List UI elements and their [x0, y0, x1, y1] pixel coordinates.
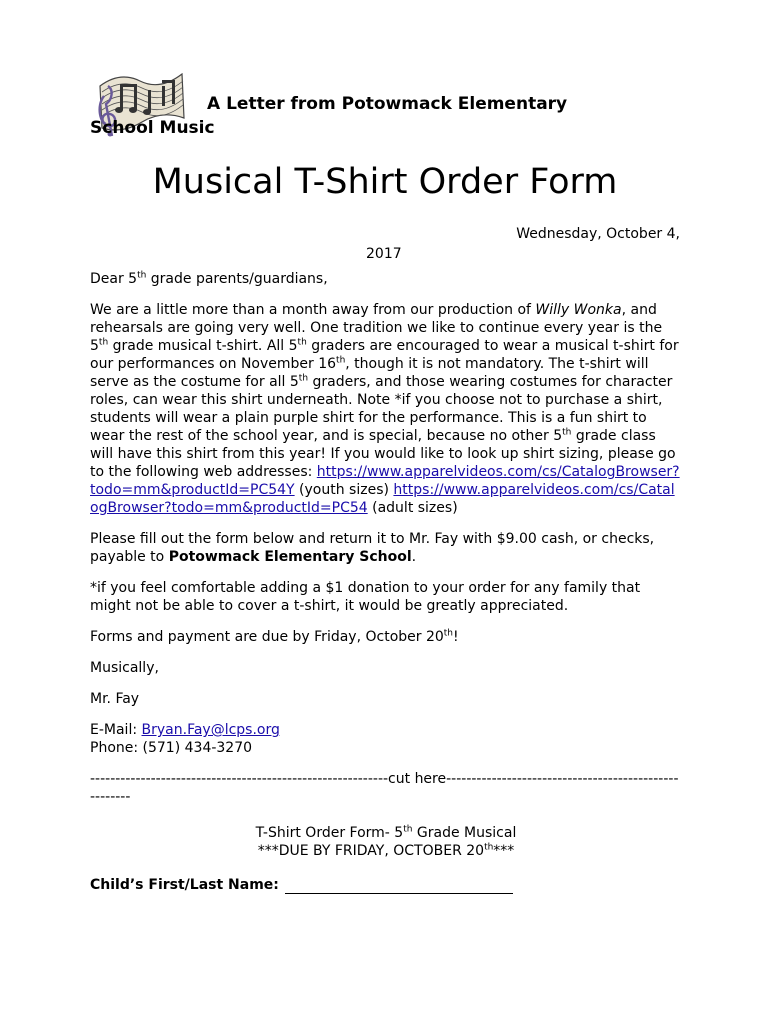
signature: Mr. Fay	[90, 691, 140, 707]
letter-body	[90, 270, 682, 894]
letter-date	[90, 224, 680, 264]
show-title: Willy Wonka	[535, 302, 622, 318]
date-line-2: 2017	[366, 246, 402, 262]
youth-sizes-link[interactable]: https://www.apparelvideos.com/cs/CatalogBrowser?todo=mm&productId=PC54Y	[90, 464, 680, 498]
due-paragraph: Forms and payment are due by Friday, October 20th!	[90, 628, 459, 645]
closing: Musically,	[90, 660, 159, 676]
letter-header	[90, 92, 690, 140]
header-line-2: School Music	[90, 118, 215, 138]
child-name-field	[90, 876, 682, 894]
payee-name: Potowmack Elementary School	[168, 549, 412, 565]
greeting: Dear 5th grade parents/guardians,	[90, 270, 328, 287]
main-paragraph: We are a little more than a month away from our production of Willy Wonka, and rehearsals are going very well. One tradition we like to continue every year is the 5th grade musical t-shirt. All 5th graders are encouraged to wear a musical t-shirt for our performances on November 16th, though it is not mandatory. The t-shirt will serve as the costume for all 5th graders, and those wearing costumes for character roles, can wear this shirt underneath. Note *if you choose not to purchase a shirt, students will wear a plain purple shirt for the performance. This is a fun shirt to wear the rest of the school year, and is special, because no other 5th grade class will have this shirt from this year! If you would like to look up shirt sizing, please go to the following web addresses: https://www.apparelvideos.com/cs/CatalogBrowser?todo=mm&productId=PC54Y (youth sizes) https://www.apparelvideos.com/cs/CatalogBrowser?todo=mm&productId=PC54 (adult sizes)	[90, 302, 680, 516]
email-link[interactable]: Bryan.Fay@lcps.org	[141, 722, 280, 738]
donation-paragraph: *if you feel comfortable adding a $1 donation to your order for any family that might not be able to cover a t-shirt, it would be greatly appreciated.	[90, 580, 641, 614]
payment-paragraph: Please fill out the form below and return it to Mr. Fay with $9.00 cash, or checks, payable to Potowmack Elementary School.	[90, 531, 655, 565]
child-name-blank[interactable]	[285, 879, 513, 894]
phone-number: Phone: (571) 434-3270	[90, 740, 253, 756]
contact-info: E-Mail: Bryan.Fay@lcps.org Phone: (571) 434-3270	[90, 722, 280, 756]
header-line-1: A Letter from Potowmack Elementary	[207, 94, 568, 114]
order-form-title: T-Shirt Order Form- 5th Grade Musical	[255, 824, 517, 841]
child-name-label: Child’s First/Last Name:	[90, 877, 279, 893]
order-form-due: ***DUE BY FRIDAY, OCTOBER 20th***	[257, 842, 515, 859]
page-title: Musical T-Shirt Order Form	[152, 162, 618, 202]
date-line-1: Wednesday, October 4,	[516, 226, 680, 242]
adult-sizes-link[interactable]: https://www.apparelvideos.com/cs/CatalogBrowser?todo=mm&productId=PC54	[90, 482, 675, 516]
cut-line: -----------------------------------------------------------cut here------------------------------------------------------	[90, 771, 679, 805]
